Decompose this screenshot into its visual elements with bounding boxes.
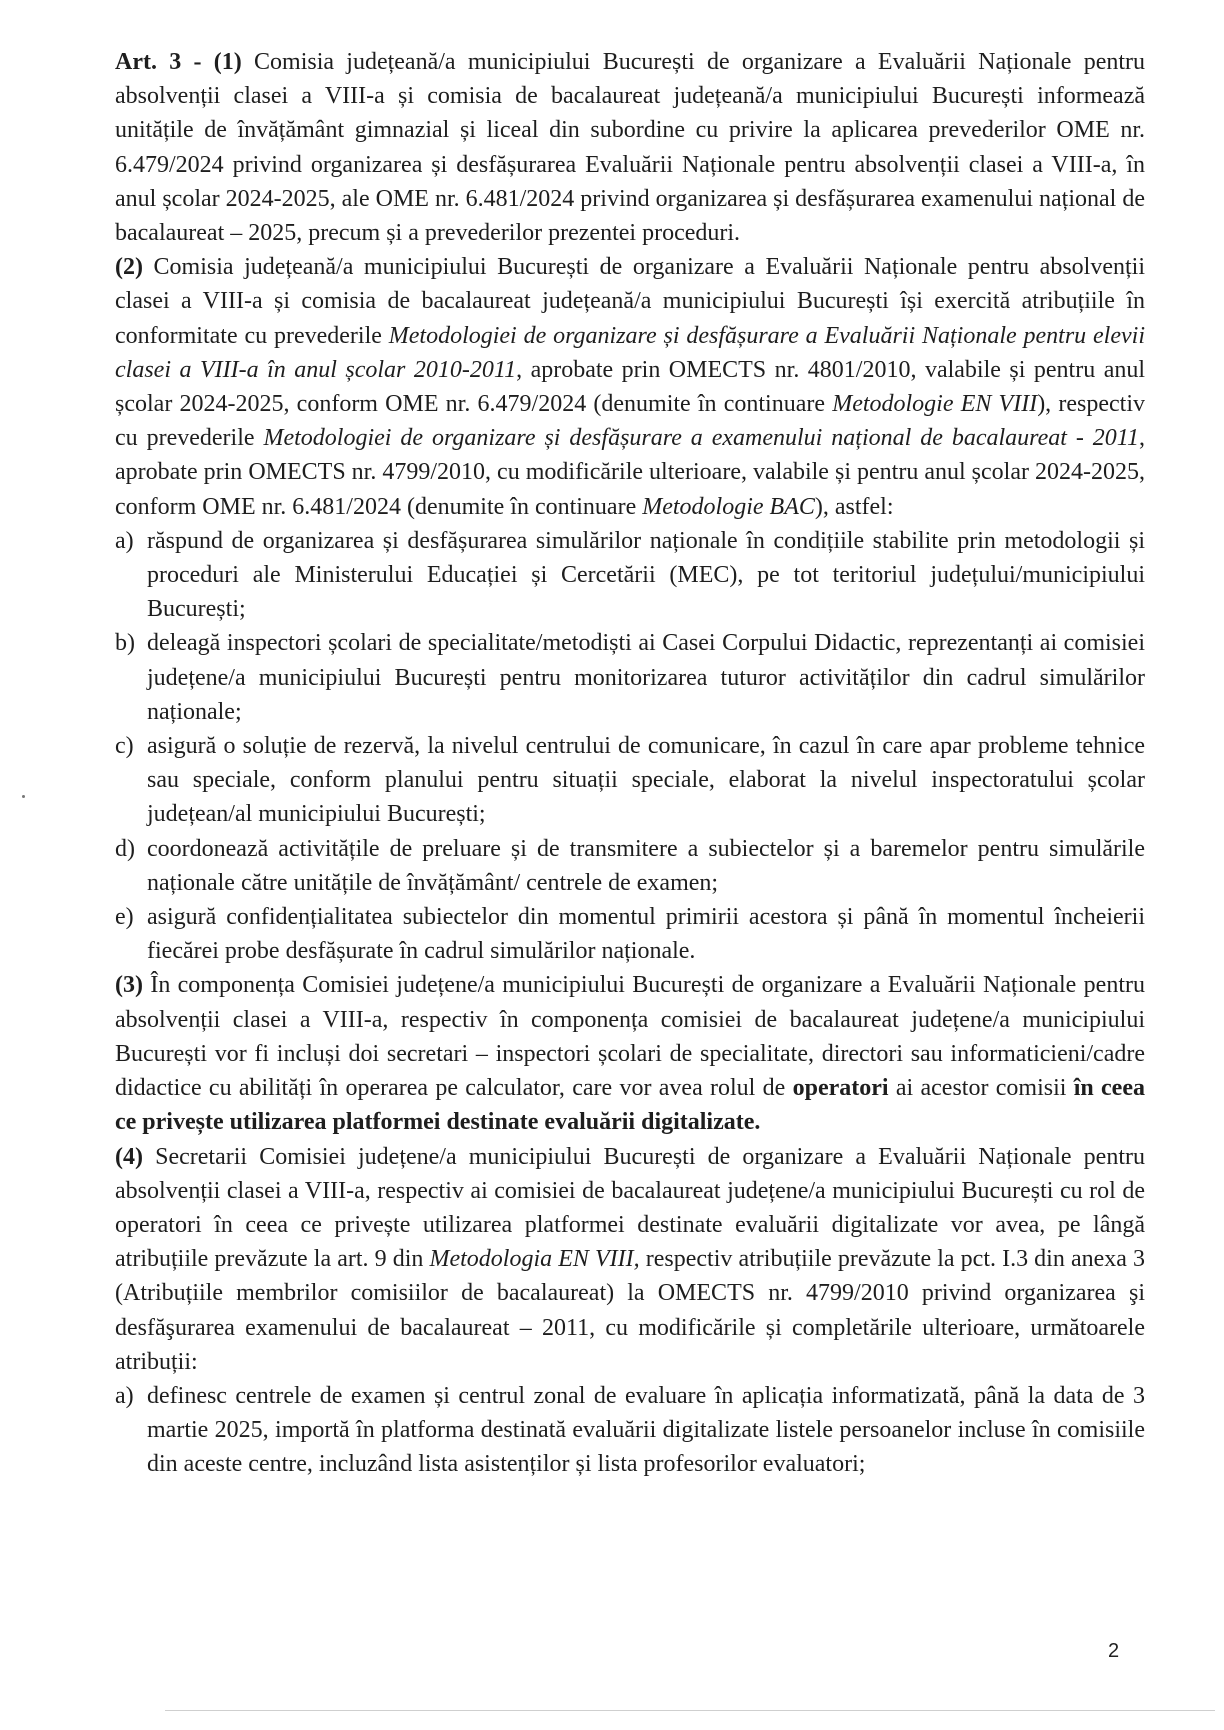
- list-item-label: d): [115, 835, 135, 862]
- list-item-label: a): [115, 1382, 134, 1409]
- list-item-label: e): [115, 904, 134, 931]
- italic-reference: Metodologia EN VIII,: [429, 1246, 640, 1273]
- paragraph-number: (4): [115, 1143, 143, 1170]
- list-item: [115, 900, 1145, 968]
- italic-reference: Metodologie EN VIII: [832, 391, 1038, 418]
- list-item-text: definesc centrele de examen și centrul zonal de evaluare în aplicația informatizată, până la data de 3 martie 2025, importă în platforma destinată evaluării digitalizate listele persoanelor incluse în comisiile din aceste centre, incluzând lista asistenților și lista profesorilor evaluatori;: [147, 1382, 1145, 1478]
- document-page: [115, 45, 1145, 1482]
- list-item-text: răspund de organizarea și desfășurarea simulărilor naționale în condițiile stabilite prin metodologii și proceduri ale Ministerului Educației și Cercetării (MEC), pe tot teritoriul județului/municipiului București;: [147, 527, 1145, 623]
- list-item-label: a): [115, 527, 134, 554]
- list-item-text: coordonează activitățile de preluare și de transmitere a subiectelor și a baremelor pentru simulările naționale către unitățile de învățământ/ centrele de examen;: [147, 835, 1145, 896]
- paragraph-text: , aprobate prin OMECTS nr. 4799/2010, cu modificările ulterioare, valabile și pentru anul școlar 2024-2025, conform OME nr. 6.481/2024 (denumite în continuare: [115, 425, 1145, 520]
- list-item: [115, 626, 1145, 729]
- paragraph-art3-3: [115, 968, 1145, 1139]
- paragraph-art3-4: [115, 1140, 1145, 1379]
- italic-reference: Metodologiei de organizare și desfășurare a examenului național de bacalaureat - 2011: [263, 425, 1139, 452]
- paragraph-text: Comisia județeană/a municipiului București de organizare a Evaluării Naționale pentru absolvenții clasei a VIII-a și comisia de bacalaureat județeană/a municipiului București își exercită atribuțiile în conformitate cu prevederile: [115, 254, 1145, 349]
- scan-artifact-dot: [22, 795, 25, 798]
- list-item: [115, 832, 1145, 900]
- list-item: [115, 524, 1145, 627]
- paragraph-art3-1: [115, 45, 1145, 250]
- paragraph-number: (2): [115, 254, 143, 281]
- list-item-text: asigură o soluție de rezervă, la nivelul centrului de comunicare, în cazul în care apar probleme tehnice sau speciale, conform planului pentru situații speciale, elaborat la nivelul inspectoratului școlar județean/al municipiului București;: [147, 733, 1145, 828]
- list-item-label: c): [115, 733, 134, 760]
- paragraph-text: respectiv atribuțiile prevăzute la pct. I.3 din anexa 3 (Atribuțiile membrilor comisiilor de bacalaureat) la OMECTS nr. 4799/2010 privind organizarea şi desfăşurarea examenului de bacalaureat – 2011, cu modificările și completările ulterioare, următoarele atribuții:: [115, 1246, 1145, 1375]
- page-number: 2: [1108, 1640, 1120, 1662]
- list-item-text: deleagă inspectori școlari de specialitate/metodiști ai Casei Corpului Didactic, reprezentanți ai comisiei județene/a municipiului București pentru monitorizarea tuturor activităților din cadrul simulărilor naționale;: [147, 630, 1145, 725]
- article-heading: Art. 3 -: [115, 49, 214, 75]
- list-item: [115, 729, 1145, 832]
- italic-reference: Metodologie BAC: [642, 493, 815, 520]
- footer-divider: [165, 1710, 1215, 1711]
- paragraph-text: ), respectiv cu prevederile: [115, 391, 1145, 452]
- bold-emphasis: operatori: [792, 1075, 889, 1102]
- paragraph-text: Comisia județeană/a municipiului București de organizare a Evaluării Naționale pentru absolvenții clasei a VIII-a și comisia de bacalaureat județeană/a municipiului București informează unitățile de învățământ gimnazial și liceal din subordine cu privire la aplicarea prevederilor OME nr. 6.479/2024 privind organizarea și desfășurarea Evaluării Naționale pentru absolvenții clasei a VIII-a, în anul școlar 2024-2025, ale OME nr. 6.481/2024 privind organizarea și desfășurarea examenului național de bacalaureat – 2025, precum și a prevederilor prezentei proceduri.: [115, 49, 1146, 247]
- italic-reference: Metodologiei de organizare și desfășurare a Evaluării Naționale pentru elevii clasei a VIII-a în anul școlar 2010-2011: [115, 322, 1145, 383]
- paragraph-text: , aprobate prin OMECTS nr. 4801/2010, valabile și pentru anul școlar 2024-2025, conform OME nr. 6.479/2024 (denumite în continuare: [115, 356, 1146, 418]
- paragraph-text: În componența Comisiei județene/a municipiului București de organizare a Evaluării Naționale pentru absolvenții clasei a VIII-a, respectiv în componența comisiei de bacalaureat județene/a municipiului București vor fi incluși doi secretari – inspectori școlari de specialitate, directori sau informaticieni/cadre didactice cu abilități în operarea pe calculator, care vor avea rolul de: [115, 972, 1145, 1102]
- list-item-text: asigură confidențialitatea subiectelor din momentul primirii acestora și până în momentul încheierii fiecărei probe desfășurate în cadrul simulărilor naționale.: [147, 904, 1145, 965]
- list-item-label: b): [115, 630, 135, 657]
- bold-emphasis: în ceea ce privește utilizarea platformei destinate evaluării digitalizate.: [115, 1075, 1145, 1136]
- paragraph-number: (1): [213, 49, 242, 75]
- paragraph-text: Secretarii Comisiei județene/a municipiului București de organizare a Evaluării Naționale pentru absolvenții clasei a VIII-a, respectiv ai comisiei de bacalaureat județene/a municipiului București cu rol de operatori în ceea ce privește utilizarea platformei destinate evaluării digitalizate vor avea, pe lângă atribuțiile prevăzute la art. 9 din: [115, 1143, 1145, 1273]
- paragraph-art3-2: [115, 250, 1145, 524]
- paragraph-text: ), astfel:: [814, 493, 894, 520]
- paragraph-number: (3): [115, 972, 143, 999]
- list-item: [115, 1379, 1145, 1482]
- paragraph-text: ai acestor comisii: [888, 1075, 1074, 1102]
